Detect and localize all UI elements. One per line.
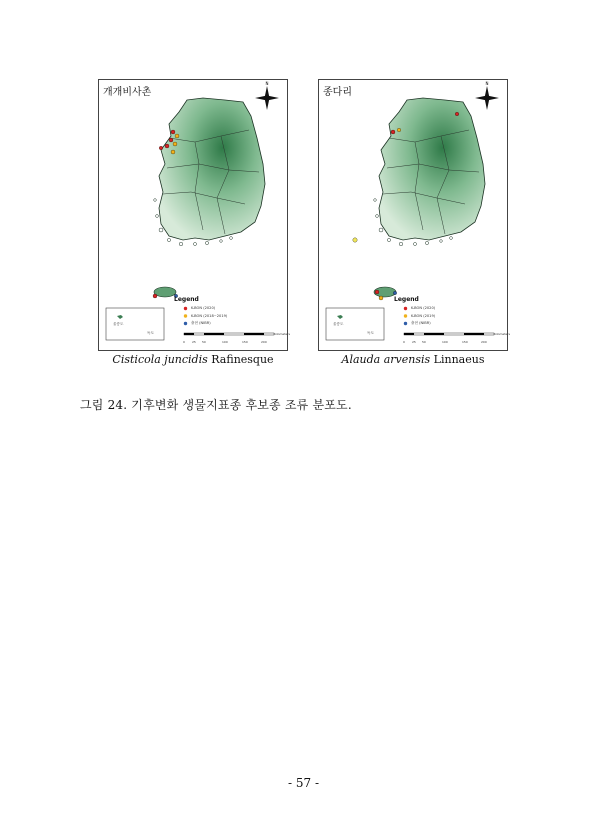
mainland-shape bbox=[159, 98, 265, 240]
jeju-island bbox=[154, 287, 176, 297]
legend-item-3: 출현 (NIBR) bbox=[191, 321, 211, 325]
scale-tick: 150 bbox=[242, 340, 248, 344]
species-author: Rafinesque bbox=[211, 353, 274, 366]
map-title: 개개비사촌 bbox=[103, 87, 152, 98]
inset-label-ulleung: 울릉도 bbox=[333, 322, 344, 326]
scale-unit: Kilometers bbox=[274, 332, 291, 336]
scale-bar bbox=[184, 333, 274, 335]
scale-tick: 50 bbox=[422, 340, 426, 344]
map-title: 종다리 bbox=[323, 87, 352, 98]
map-panel-right bbox=[318, 79, 511, 351]
scale-tick: 150 bbox=[462, 340, 468, 344]
scale-tick: 100 bbox=[222, 340, 228, 344]
scale-tick: 100 bbox=[442, 340, 448, 344]
species-caption-left bbox=[98, 353, 288, 366]
svg-text:N: N bbox=[265, 81, 269, 86]
legend-item-3: 출현 (NIBR) bbox=[411, 321, 431, 325]
figure-caption: 그림 24. 기후변화 생물지표종 후보종 조류 분포도. bbox=[80, 398, 352, 412]
scale-tick: 0 bbox=[403, 340, 405, 344]
species-caption-right bbox=[318, 353, 508, 366]
scale-tick: 50 bbox=[202, 340, 206, 344]
scale-tick: 200 bbox=[261, 340, 267, 344]
korea-map-image bbox=[99, 80, 289, 352]
korea-map-image bbox=[319, 80, 509, 352]
map-panel-left bbox=[98, 79, 291, 351]
species-scientific-name: Cisticola juncidis bbox=[112, 353, 208, 366]
inset-label-dokdo: 독도 bbox=[367, 331, 374, 335]
scale-tick: 25 bbox=[412, 340, 416, 344]
legend-title: Legend bbox=[174, 296, 199, 303]
scale-tick: 25 bbox=[192, 340, 196, 344]
legend-item-1: K-BON (2020) bbox=[411, 306, 436, 310]
north-arrow-icon bbox=[475, 81, 499, 110]
scale-tick: 0 bbox=[183, 340, 185, 344]
legend-item-2: K-BON (2018~2019) bbox=[191, 313, 228, 318]
inset-label-ulleung: 울릉도 bbox=[113, 322, 124, 326]
legend-item-1: K-BON (2020) bbox=[191, 306, 216, 310]
species-author: Linnaeus bbox=[433, 353, 485, 366]
scale-unit: Kilometers bbox=[494, 332, 511, 336]
mainland-shape bbox=[379, 98, 485, 240]
svg-text:N: N bbox=[485, 81, 489, 86]
inset-label-dokdo: 독도 bbox=[147, 331, 154, 335]
species-scientific-name: Alauda arvensis bbox=[341, 353, 431, 366]
legend-title: Legend bbox=[394, 296, 419, 303]
legend-item-2: K-BON (2019) bbox=[411, 313, 436, 318]
scale-bar bbox=[404, 333, 494, 335]
north-arrow-icon bbox=[255, 81, 279, 110]
page-number: - 57 - bbox=[287, 776, 319, 790]
scale-tick: 200 bbox=[481, 340, 487, 344]
